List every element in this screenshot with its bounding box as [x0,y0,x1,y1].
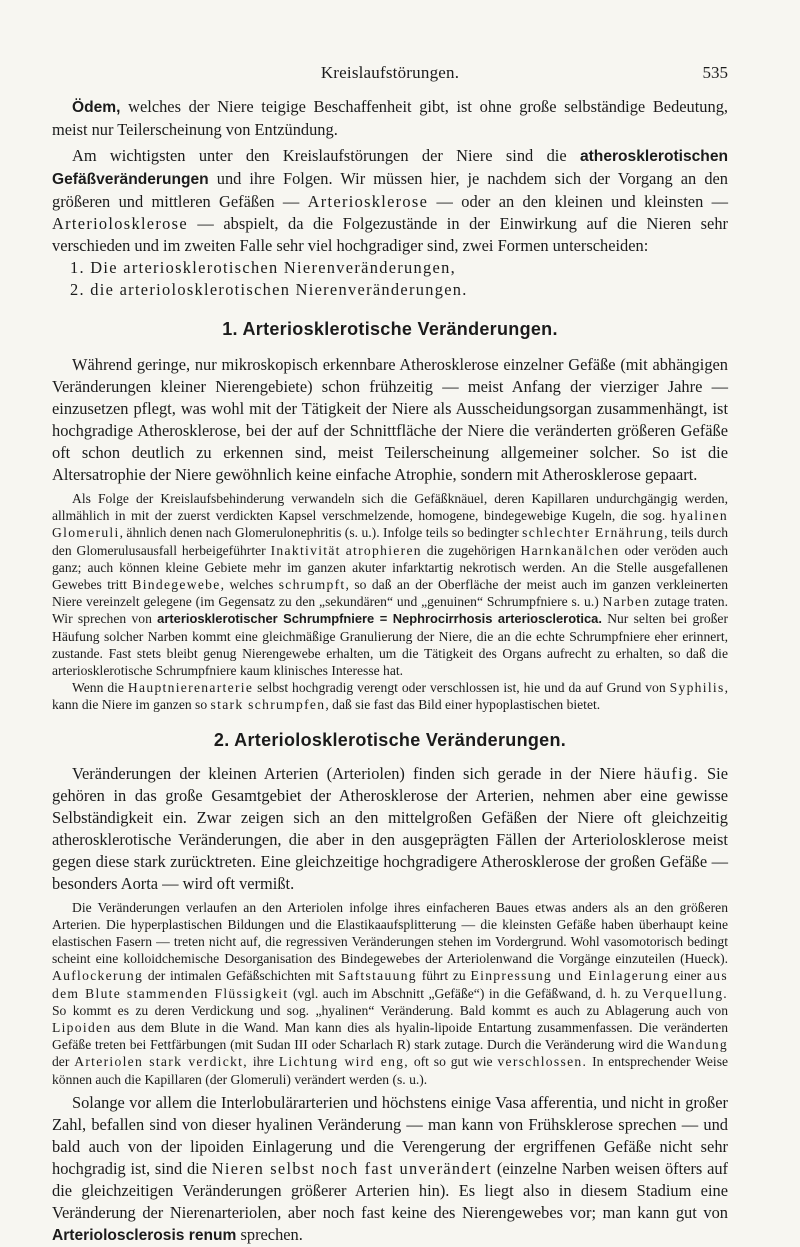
term-lichtung-eng: Lichtung wird eng, [278,1054,409,1070]
page-number: 535 [702,63,728,82]
term-verquellung: Verquellung. [642,985,728,1001]
term-arteriolosclerosis-renum: Arteriolosclerosis renum [52,1226,237,1244]
term-arteriolen-verdickt: Arteriolen stark verdickt, [74,1054,248,1070]
paragraph-intro [52,145,728,257]
forms-list [52,257,728,301]
term-saftstauung: Saftstauung [338,968,417,984]
text-run: aus dem Blute in die Wand. Man kann dies als hyalin-lipoide Entartung zusammenfassen. Die veränderten Gefäße treten bei Fettfärbungen (mit Sudan III oder Scharlach R) stark zutage. Durch die Veränderung wird die [52,1020,728,1053]
list-item: 1. Die arteriosklerotischen Nierenveränderungen, [70,258,456,277]
term-oedem: Ödem, [72,99,121,116]
text-run: Am wichtigsten unter den Kreislaufstörungen der Niere sind die [72,146,580,165]
term-hauptnierenarterie: Hauptnierenarterie [127,680,254,696]
text-run: führt zu [416,968,471,984]
list-item: 2. die arteriolosklerotischen Nierenveränderungen. [70,280,468,299]
text-run: Die Veränderungen verlaufen an den Arteriolen infolge ihres einfacheren Baues etwas anders als an den größeren Arterien. Die hyperplastischen Bildungen und die Elastikaaufsplitterung — die kleinsten Gefäße haben überhaupt keine elastischen Fasern — treten nicht auf, die regressiven Veränderungen stehen im Vordergrund. Wohl vasomotorisch bedingt scheint eine kolloidchemische Desorganisation des Bindegewebes der Arteriolenwand die Vorgänge einzuteilen (Hueck). [52,899,728,967]
term-wandung: Wandung [667,1037,728,1053]
paragraph-arteriolen [52,763,728,895]
page-header [52,63,728,85]
text-run: oder veröden auch ganz; auch können kleine Gebiete mehr im ganzen akuter infarktartig nekrotisch werden. An die Stelle ausgefallenen Gewebes tritt [52,542,728,593]
term-arteriolosklerose: Arteriolosklerose [52,214,188,233]
paragraph-oedem [52,96,728,141]
paragraph-hauptnierenarterie [52,679,728,713]
text-run: einer [669,968,706,984]
term-verschlossen: verschlossen. [497,1054,588,1070]
term-bindegewebe: Bindegewebe [132,577,221,593]
term-atherosklerotische-gefaessveraenderungen: atherosklerotischen Gefäßveränderungen [52,148,728,188]
term-nieren-unveraendert: Nieren selbst noch fast unverändert [211,1158,493,1178]
page-body [52,96,728,1247]
text-run: Sie gehören in das große Gesamtgebiet der Atherosklerose der Arterien, nehmen aber eine gewisse Selbständigkeit ein. Zwar zeigen sich an den mittelgroßen Gefäßen der Niere oft gleichzeitig atherosklerotische Veränderungen, die aber in den ausgeprägten Fällen der Arteriolosklerose meist gegen diese stark zurücktreten. Eine gleichzeitige hochgradigere Atherosklerose der großen Gefäße — besonders Aorta — wird oft vermißt. [52,763,728,893]
text-run: der intimalen Gefäßschichten mit [143,968,339,984]
term-hyaline-glomeruli: hyalinen Glomeruli [52,508,728,541]
paragraph-kreislaufsbehinderung [52,490,728,679]
term-syphilis: Syphilis [669,680,725,696]
text-run: — oder an den kleinen und kleinsten — [428,192,728,211]
term-einpressung: Einpressung und Einlagerung [470,968,670,984]
paragraph-veraenderungen [52,899,728,1088]
text-run: oft so gut wie [408,1054,498,1070]
text-run: ihre [247,1054,279,1070]
text-run: selbst hochgradig verengt oder verschlossen ist, hie und da auf Grund von [253,680,670,696]
term-lipoiden: Lipoiden [52,1020,112,1036]
text-run: der [52,1054,75,1070]
text-run: , so daß an der Oberfläche der meist auch im ganzen verkleinerten Niere vereinzelt gelegene (im Gegensatz zu den „sekundären“ und „genuinen“ Schrumpfniere s. u.) [52,577,728,610]
term-stark-schrumpfen: stark schrumpfen [210,697,326,713]
term-fluessigkeit: aus dem Blute stammenden Flüssigkeit [52,968,728,1001]
text-run: In entsprechender Weise können auch die Kapillaren (der Glomeruli) verändert werden (s. u.). [52,1054,729,1087]
text-run: zutage traten. Wir sprechen von [52,594,728,627]
text-run: , kann die Niere im ganzen so [52,680,728,713]
term-inaktivitaet: Inaktivität [270,542,341,558]
text-run: und ihre Folgen. Wir müssen hier, je nachdem sich der Vorgang an den größeren und mittleren Gefäßen — [52,169,728,211]
term-arteriosklerose: Arteriosklerose [307,192,429,211]
running-head: Kreislaufstörungen. [320,63,460,82]
term-schrumpft: schrumpft [278,577,346,593]
section-heading-2: 2. Arteriolosklerotische Veränderungen. [213,729,567,750]
term-schlechte-ernaehrung: schlechter Ernährung [522,525,665,541]
term-narben: Narben [602,594,651,610]
text-run: die zugehörigen [421,542,521,558]
term-haeufig: häufig. [643,763,699,783]
term-harnkanaelchen: Harnkanälchen [520,542,620,558]
text-run: Solange vor allem die Interlobulärarterien und höchstens einige Vasa afferentia, und nicht in großer Zahl, befallen sind von dieser hyalinen Veränderung — man kann von Frühsklerose sprechen — und bald auch von der lipoiden Einlagerung und die Verengerung der ergriffenen Gefäße nicht sehr hochgradig ist, sind die [52,1092,728,1178]
term-nephrocirrhosis: arteriosklerotischer Schrumpfniere = Nephrocirrhosis arteriosclerotica. [157,611,602,627]
text-run: Veränderungen der kleinen Arterien (Arteriolen) finden sich gerade in der Niere [72,763,644,783]
paragraph-oedem-text: welches der Niere teigige Beschaffenheit gibt, ist ohne große selbständige Bedeutung, meist nur Teilerscheinung von Entzündung. [52,97,728,139]
text-run: Wenn die [72,680,128,696]
text-run: (vgl. auch im Abschnitt „Gefäße“) in die Gefäßwand, d. h. zu [288,985,643,1001]
paragraph-fruehsklerose [52,1092,728,1247]
text-run: Als Folge der Kreislaufsbehinderung verwandeln sich die Gefäßknäuel, deren Kapillaren undurchgängig werden, allmählich in mit der zuerst verdickten Kapsel verschmelzende, homogene, bindegewebige Kugeln, die sog. [52,491,728,524]
text-run: (einzelne Narben weisen öfters auf die gleichzeitigen Veränderungen größerer Arterien hin). Es liegt also in diesem Stadium eine Veränderung der Nierenarteriolen, aber noch fast keine des Nierengewebes vor; man kann gut von [52,1158,729,1222]
text-run: So kommt es zu deren Verdickung und sog. „hyalinen“ Veränderung. Bald kommt es auch zu Ablagerung auch von [52,1002,728,1018]
text-run: sprechen. [236,1224,303,1244]
text-run: , teils durch den Glomerulusausfall herbeigeführter [52,525,728,558]
term-atrophieren: atrophieren [345,542,422,558]
text-run: , daß sie fast das Bild einer hypoplastischen bietet. [325,697,601,713]
text-run: , ähnlich denen nach Glomerulonephritis (s. u.). Infolge teils so bedingter [119,525,523,541]
text-run: Nur selten bei großer Häufung solcher Narben kommt eine gleichmäßige Granulierung der Niere, die an die echte Schrumpfniere eher erinnert, zustande. Fast stets bleibt genug Nierengewebe erhalten, um die Tätigkeit des Organs aufrecht zu erhalten, so daß die arteriosklerotische Schrumpfniere kaum klinisches Interesse hat. [52,611,728,679]
term-auflockerung: Auflockerung [52,968,144,984]
text-run: — abspielt, da die Folgezustände in der Einwirkung auf die Nieren sehr verschieden und im zweiten Falle sehr viel hochgradiger sind, zwei Formen unterscheiden: [52,214,728,255]
text-run: , welches [220,577,279,593]
paragraph-atherosklerose: Während geringe, nur mikroskopisch erkennbare Atherosklerose einzelner Gefäße (mit abhängigen Veränderungen kleiner Nierengebiete) schon frühzeitig — meist Anfang der vierziger Jahre — einzusetzen pflegt, was wohl mit der Tätigkeit der Niere als Ausscheidungsorgan zusammenhängt, ist hochgradige Atherosklerose, bei der auf der Schnittfläche der Niere die veränderten größeren Gefäße oft schon deutlich zu erkennen sind, meist Teilerscheinung allgemeiner solcher. So ist die Altersatrophie der Niere gewöhnlich keine einfache Atrophie, sondern mit Atherosklerose gepaart. [52,355,728,484]
section-heading-1: 1. Arteriosklerotische Veränderungen. [222,319,558,339]
